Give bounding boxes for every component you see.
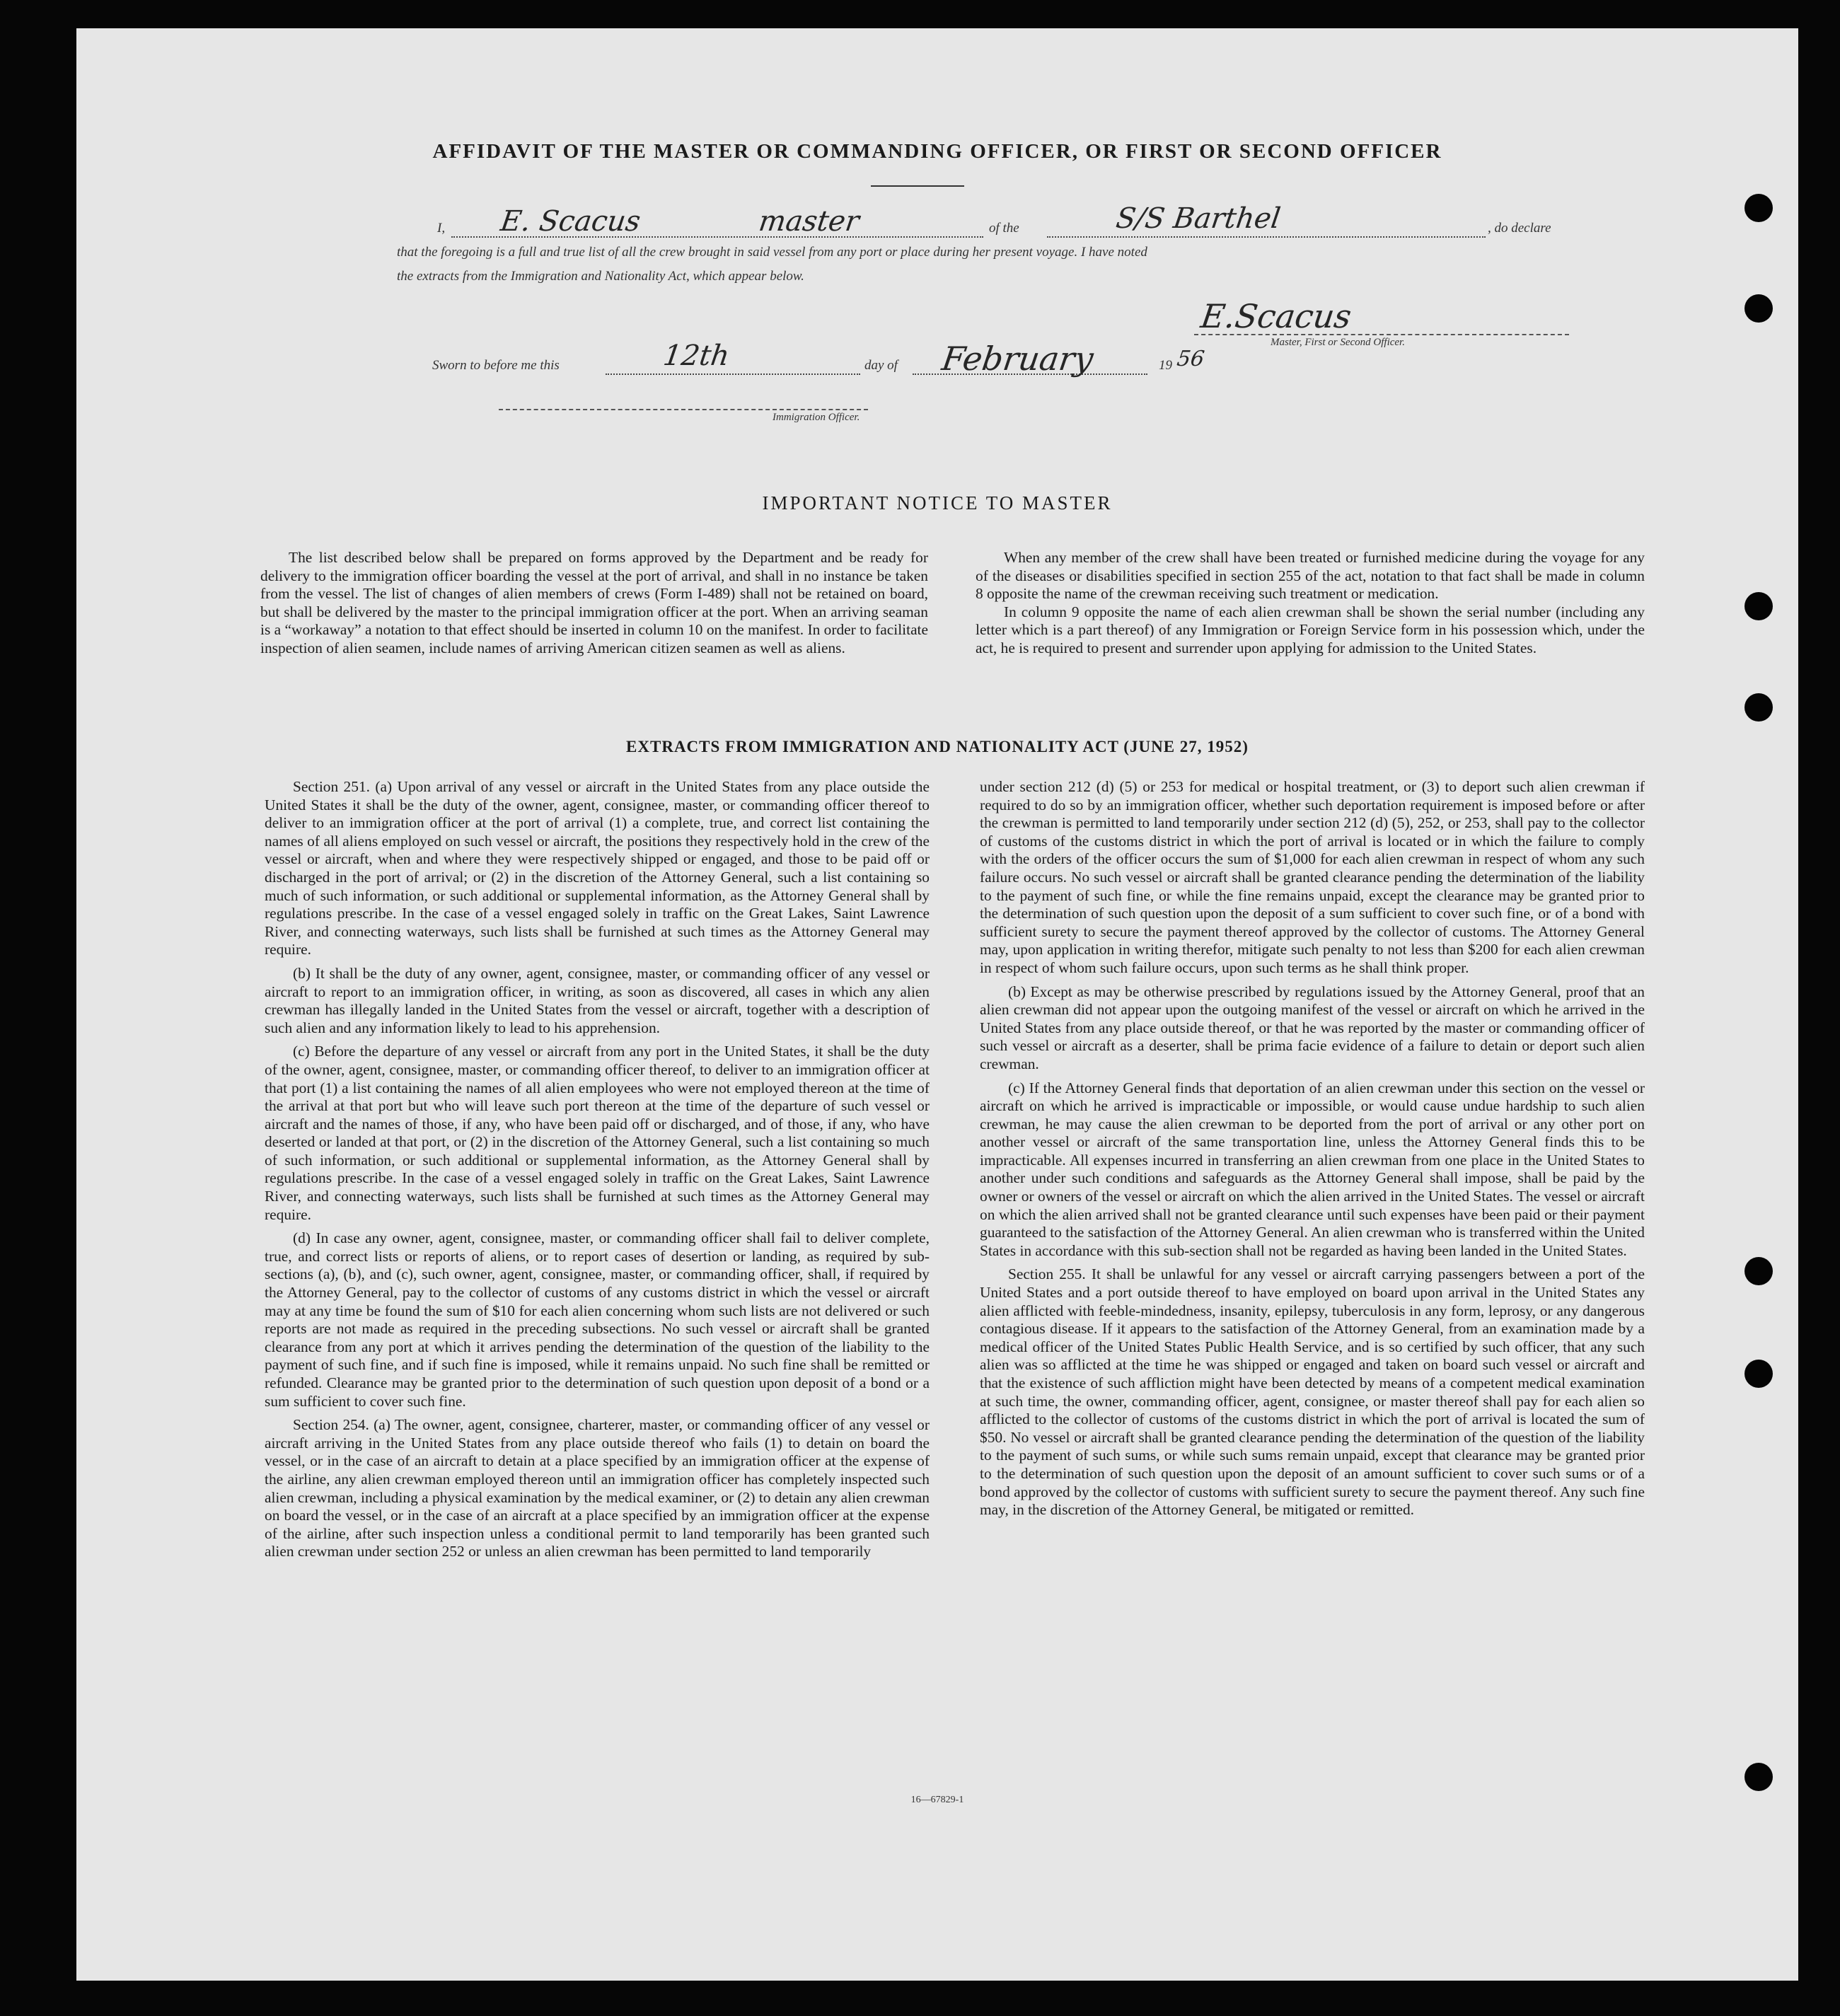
declaration-prefix: I,	[437, 221, 446, 236]
extracts-left-column	[265, 778, 930, 1567]
extracts-right-column	[980, 778, 1645, 1525]
section-paragraph: (d) In case any owner, agent, consignee, master, or commanding officer shall fail to deliver complete, true, and correct lists or reports of aliens, or to report cases of desertion or landing, as required by sub-sections (a), (b), and (c), such owner, agent, consignee, master, or commanding officer, shall, if required by the Attorney General, pay to the collector of customs of any customs district in which the vessel or aircraft may at any time be found the sum of $10 for each alien concerning whom such lists are not delivered or such reports are not made as required in the preceding subsections. No such vessel or aircraft shall be granted clearance from any port at which it arrives pending the determination of the question of the liability to the payment of such fine, and if such fine is imposed, while it remains unpaid. No such fine shall be remitted or refunded. Clearance may be granted prior to the determination of such question upon deposit of a bond or a sum sufficient to cover such fine.	[265, 1229, 930, 1410]
master-role-handwritten: master	[756, 205, 862, 238]
sworn-prefix: Sworn to before me this	[432, 358, 560, 373]
section-paragraph: (c) If the Attorney General finds that deportation of an alien crewman under this section on the vessel or aircraft on which he arrived is impracticable or impossible, or would cause undue hardship to such alien crewman, he may cause the alien crewman to be deported from the port of arrival or any other port on another vessel or aircraft of the same transportation line, unless the Attorney General finds this to be impracticable. All expenses incurred in transferring an alien crewman from one place in the United States to another under such conditions and safeguards as the Attorney General shall impose, shall be paid by the owner or owners of the vessel or aircraft on which the alien arrived in the United States. The vessel or aircraft on which the alien arrived shall not be granted clearance until such expenses have been paid or their payment guaranteed to the satisfaction of the Attorney General. An alien crewman who is transferred within the United States in accordance with this sub-section shall not be regarded as having been landed in the United States.	[980, 1079, 1645, 1259]
vessel-line	[1047, 236, 1486, 238]
section-paragraph: Section 255. It shall be unlawful for any vessel or aircraft carrying passengers between a port of the United States and a port outside thereof to have employed on board upon arrival in the United States any alien afflicted with feeble-mindedness, insanity, epilepsy, tuberculosis in any form, leprosy, or any dangerous contagious disease. If it appears to the satisfaction of the Attorney General, from an examination made by a medical officer of the United States Public Health Service, and is so certified by such officer, that any such alien was so afflicted at the time he was shipped or engaged and taken on board such vessel or aircraft and that the existence of such affliction might have been detected by means of a competent medical examination at such time, the owner, commanding officer, agent, consignee, or master thereof shall pay for each alien so afflicted to the collector of customs of the customs district in which the port of arrival is located the sum of $50. No vessel or aircraft shall be granted clearance pending the determination of the question of the liability to the payment of such sums, or while such sums remain unpaid, except that clearance may be granted prior to the determination of such question upon the deposit of an amount sufficient to cover such sums or of a bond approved by the collector of customs with sufficient surety to secure the payment thereof. Any such fine may, in the discretion of the Attorney General, be mitigated or remitted.	[980, 1265, 1645, 1519]
punch-hole	[1744, 1257, 1773, 1285]
day-of-text: day of	[864, 358, 898, 373]
master-name-handwritten: E. Scacus	[498, 205, 643, 238]
master-signature: E.Scacus	[1198, 297, 1354, 335]
notice-left-column	[260, 549, 928, 664]
title-rule	[871, 185, 964, 187]
notice-paragraph: The list described below shall be prepared on forms approved by the Department and be ready for delivery to the immigration officer boarding the vessel at the port of arrival, and shall in no instance be taken from the vessel. The list of changes of alien members of crews (Form I-489) shall not be retained on board, but shall be delivered by the master to the principal immigration officer at the port. When an arriving seaman is a “workaway” a notation to that effect should be inserted in column 10 on the manifest. In order to facilitate inspection of alien seamen, include names of arriving American citizen seamen as well as aliens.	[260, 549, 928, 656]
vessel-name-handwritten: S/S Barthel	[1113, 202, 1283, 235]
notice-title: IMPORTANT NOTICE TO MASTER	[762, 492, 1113, 514]
notice-paragraph: When any member of the crew shall have been treated or furnished medicine during the voyage for any of the diseases or disabilities specified in section 255 of the act, notation to that fact shall be made in column 8 opposite the name of the crewman receiving such treatment or medication.	[976, 549, 1645, 603]
declaration-line-3: the extracts from the Immigration and Nationality Act, which appear below.	[397, 269, 804, 284]
year-prefix: 19	[1159, 358, 1172, 373]
of-the-text: of the	[989, 221, 1019, 236]
day-line	[606, 373, 860, 375]
do-declare-text: , do declare	[1488, 221, 1551, 236]
officer-caption: Immigration Officer.	[773, 412, 860, 423]
sworn-day-handwritten: 12th	[661, 340, 731, 372]
extracts-title: EXTRACTS FROM IMMIGRATION AND NATIONALITY ACT (JUNE 27, 1952)	[626, 738, 1249, 755]
section-paragraph: Section 251. (a) Upon arrival of any vessel or aircraft in the United States from any place outside the United States it shall be the duty of the owner, agent, consignee, master, or commanding officer thereof to deliver to an immigration officer at the port of arrival (1) a complete, true, and correct list containing the names of all aliens employed on such vessel or aircraft, the positions they respectively hold in the crew of the vessel or aircraft, when and where they were respectively shipped or engaged, and those to be paid off or discharged in the port of arrival; or (2) in the discretion of the Attorney General, such a list containing so much of such information, or such additional or supplemental information, as the Attorney General shall by regulations prescribe. In the case of a vessel engaged solely in traffic on the Great Lakes, Saint Lawrence River, and connecting waterways, such lists shall be furnished at such times as the Attorney General may require.	[265, 778, 930, 958]
punch-hole	[1744, 1763, 1773, 1791]
punch-hole	[1744, 592, 1773, 620]
punch-hole	[1744, 1360, 1773, 1388]
section-paragraph: Section 254. (a) The owner, agent, consignee, charterer, master, or commanding officer of any vessel or aircraft arriving in the United States from any place outside thereof who fails (1) to detain on board the vessel, or in the case of an aircraft to detain at a place specified by an immigration officer at the expense of the airline, any alien crewman employed thereon until an immigration officer has completely inspected such alien crewman, including a physical examination by the medical examiner, or (2) to detain any alien crewman on board the vessel, or in the case of an aircraft at a place specified by an immigration officer at the expense of the airline, after such inspection unless a conditional permit to land temporarily has been granted such alien crewman under section 252 or unless an alien crewman has been permitted to land temporarily	[265, 1416, 930, 1560]
punch-hole	[1744, 294, 1773, 323]
signature-line	[1194, 334, 1569, 335]
punch-hole	[1744, 693, 1773, 722]
section-paragraph: under section 212 (d) (5) or 253 for medical or hospital treatment, or (3) to deport such alien crewman if required to do so by an immigration officer, whether such deportation requirement is imposed before or after the crewman is permitted to land temporarily under section 212 (d) (5), 252, or 253, shall pay to the collector of customs of the customs district in which the port of arrival is located or in which the failure to comply with the orders of the officer occurs the sum of $1,000 for each alien crewman in respect of whom any such failure occurs. No such vessel or aircraft shall be granted clearance pending the determination of the liability to the payment of such fine, or while the fine remains unpaid, except the clearance may be granted prior to the determination of such question upon the deposit of a sum sufficient to cover such fine, or of a bond with sufficient surety to secure the payment thereof approved by the collector of customs. The Attorney General may, upon application in writing therefor, mitigate such penalty to not less than $200 for each alien crewman in respect of whom such failure occurs, upon such terms as he shall think proper.	[980, 778, 1645, 976]
section-paragraph: (b) Except as may be otherwise prescribed by regulations issued by the Attorney General, proof that an alien crewman did not appear upon the outgoing manifest of the vessel or aircraft on which he arrived in the United States from any place outside thereof, or that he was reported by the master or commanding officer of such vessel or aircraft as a deserter, shall be prima facie evidence of a failure to detain or deport such alien crewman.	[980, 983, 1645, 1072]
form-code: 16—67829-1	[910, 1795, 964, 1805]
punch-hole	[1744, 194, 1773, 222]
notice-paragraph: In column 9 opposite the name of each alien crewman shall be shown the serial number (including any letter which is a part thereof) of any Immigration or Foreign Service form in his possession which, under the act, he is required to present and surrender upon applying for admission to the United States.	[976, 603, 1645, 656]
declaration-line-2: that the foregoing is a full and true list of all the crew brought in said vessel from any port or place during her present voyage. I have noted	[397, 245, 1147, 260]
notice-right-column	[976, 549, 1645, 664]
section-paragraph: (c) Before the departure of any vessel or aircraft from any port in the United States, it shall be the duty of the owner, agent, consignee, master, or commanding officer thereof, to deliver to an immigration officer at that port (1) a list containing the names of all alien employees who were not employed thereon at the time of the arrival at that port but who will leave such port thereon at the time of the departure of such vessel or aircraft and the names of those, if any, who have been paid off or discharged, and of those, if any, who have deserted or landed at that port, or (2) in the discretion of the Attorney General, such a list containing so much of such information, or such additional or supplemental information, as the Attorney General shall by regulations prescribe. In the case of a vessel engaged solely in traffic on the Great Lakes, Saint Lawrence River, and connecting waterways, such lists shall be furnished at such times as the Attorney General may require.	[265, 1043, 930, 1223]
sworn-month-handwritten: February	[939, 340, 1096, 378]
document-page	[76, 28, 1798, 1981]
section-paragraph: (b) It shall be the duty of any owner, agent, consignee, master, or commanding officer of any vessel or aircraft to report to an immigration officer, in writing, as soon as discovered, all cases in which any alien crewman has illegally landed in the United States from the vessel or aircraft, together with a description of such alien and any information likely to lead to his apprehension.	[265, 964, 930, 1036]
affidavit-title: AFFIDAVIT OF THE MASTER OR COMMANDING OFFICER, OR FIRST OR SECOND OFFICER	[432, 140, 1442, 163]
signature-caption: Master, First or Second Officer.	[1271, 337, 1405, 348]
officer-signature-line	[499, 409, 868, 410]
sworn-year-handwritten: 56	[1175, 347, 1206, 371]
